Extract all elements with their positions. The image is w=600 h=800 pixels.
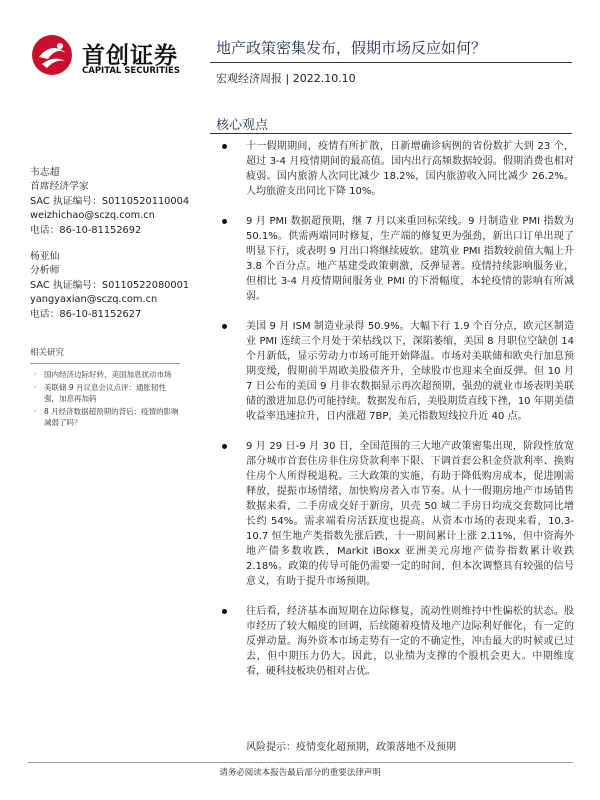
analyst-name: 韦志超 xyxy=(30,167,60,178)
related-research-title: 相关研究 xyxy=(30,348,65,358)
related-divider xyxy=(30,363,180,364)
related-research-item[interactable]: · 美联储 9 月议息会议点评：通胀韧性强，加息再加码 xyxy=(30,382,180,404)
analyst-card xyxy=(30,166,189,238)
risk-warning: 风险提示：疫情变化超预期，政策落地不及预期 xyxy=(246,742,456,753)
logo-text-cn: 首创证券 xyxy=(82,43,178,69)
report-title: 地产政策密集发布，假期市场反应如何？ xyxy=(216,39,487,57)
analyst-name: 杨亚仙 xyxy=(30,251,60,262)
key-point-text: 9 月 29 日-9 月 30 日，全国范围的三大地产政策密集出现，阶段性放宽部分城市首套住房非住房贷款利率下限、下调首套公积金贷款利率、换购住房个人所得税退税。三大政策的实施，有助于降低购房成本，促进刚需释放，提振市场情绪，加快购房者入市节奏。从十一假期房地产市场销售数据来看，二手房成交好于新房，贝壳 50 城二手房日均成交套数同比增长约 54%。需求端看房活跃度也提高。从资本市场的表现来看，10.3-10.7 恒生地产类指数先涨后跌，十一期间累计上涨 2.11%，但中资海外地产债多数收跌，Markit iBoxx 亚洲美元房地产债券指数累计收跌 2.18%。政策的传导可能仍需要一定的时间，但本次调整具有较强的信号意义，有助于提升市场预期。 xyxy=(246,441,574,587)
report-subtitle: 宏观经济周报 | 2022.10.10 xyxy=(216,72,356,85)
bullet-icon xyxy=(222,324,227,329)
analyst-phone: 电话：86-10-81152692 xyxy=(30,224,142,236)
header-divider xyxy=(210,62,572,63)
analyst-sac: SAC 执证编号：S0110520110004 xyxy=(30,195,190,207)
bullet-icon xyxy=(222,444,227,449)
logo-text-en: CAPITAL SECURITIES xyxy=(82,66,180,76)
key-point-text: 9 月 PMI 数据超预期，继 7 月以来重回标荣线。9 月制造业 PMI 指数为 50.1%。供需两端同时修复，生产端的修复更为强劲，新出口订单出现了明显下行，或表明 9 月出口将继续疲软。建筑业 PMI 指数较前值大幅上升 3.8 个百分点。地产基建受政策刺激，反弹显著。疫情持续影响服务业，但相比 3-4 月疫情期间服务业 PMI 的下滑幅度，本轮疫情的影响有所减弱。 xyxy=(246,216,574,302)
key-point xyxy=(218,214,574,304)
key-point-text: 美国 9 月 ISM 制造业录得 50.9%。大幅下行 1.9 个百分点，欧元区制造业 PMI 连续三个月处于荣枯线以下，深陷萎缩，美国 8 月职位空缺创 14 个月新低，显示劳动力市场可能开始降温。市场对美联储和欧央行加息预期变缓，假期前半周欧美股债齐升，全球股市也迎来全面反弹。但 10 月 7 日公布的美国 9 月非农数据显示再次超预期，强劲的就业市场表明美联储的激进加息仍可能持续。数据发布后，美股期货直线下挫，10 年期美债收益率迅速拉升，日内涨超 7BP，美元指数短线拉升近 40 点。 xyxy=(246,321,574,422)
company-logo xyxy=(30,33,200,83)
footer-divider xyxy=(28,762,573,763)
bullet-icon xyxy=(222,144,227,149)
related-research-item[interactable]: · 8 月经济数据超预期的背后：疫情的影响减弱了吗？ xyxy=(30,406,180,428)
key-points-list xyxy=(218,139,574,694)
key-point xyxy=(218,139,574,199)
key-point-text: 往后看，经济基本面短期在边际修复，流动性则维持中性偏松的状态。股市经历了较大幅度的回调，后续随着疫情及地产边际利好催化，有一定的反弹动量。海外资本市场走势有一定的不确定性，冲击最大的时候或已过去，但中期压力仍大。因此，以业绩为支撑的个股机会更大。中期维度看，硬科技板块仍相对占优。 xyxy=(246,606,574,677)
section-divider xyxy=(210,133,572,134)
key-point xyxy=(218,439,574,589)
key-point xyxy=(218,604,574,679)
related-research xyxy=(30,346,180,430)
analyst-role: 分析师 xyxy=(30,265,60,277)
analyst-role: 首席经济学家 xyxy=(30,181,89,193)
footer-disclaimer: 请务必阅读本报告最后部分的重要法律声明 xyxy=(219,768,381,778)
key-point xyxy=(218,319,574,424)
related-research-item[interactable]: · 国内经济边际好转，美国加息扰动市场 xyxy=(30,369,180,380)
analyst-phone: 电话：86-10-81152627 xyxy=(30,308,142,320)
key-point-text: 十一假期期间，疫情有所扩散，日新增确诊病例的省份数扩大到 23 个，超过 3-4 月疫情期间的最高值。国内出行高频数据较弱。假期消费也相对疲弱。国内旅游人次同比减少 18.2%，国内旅游收入同比减少 26.2%。人均旅游支出同比下降 10%。 xyxy=(246,141,574,197)
analyst-sac: SAC 执证编号：S0110522080001 xyxy=(30,279,190,291)
analyst-email[interactable]: yangyaxian@sczq.com.cn xyxy=(30,294,158,306)
analyst-card xyxy=(30,250,189,322)
section-title: 核心观点 xyxy=(216,118,269,133)
analyst-email[interactable]: weizhichao@sczq.com.cn xyxy=(30,210,155,222)
bullet-icon xyxy=(222,609,227,614)
logo-mark-icon xyxy=(30,33,74,77)
bullet-icon xyxy=(222,219,227,224)
